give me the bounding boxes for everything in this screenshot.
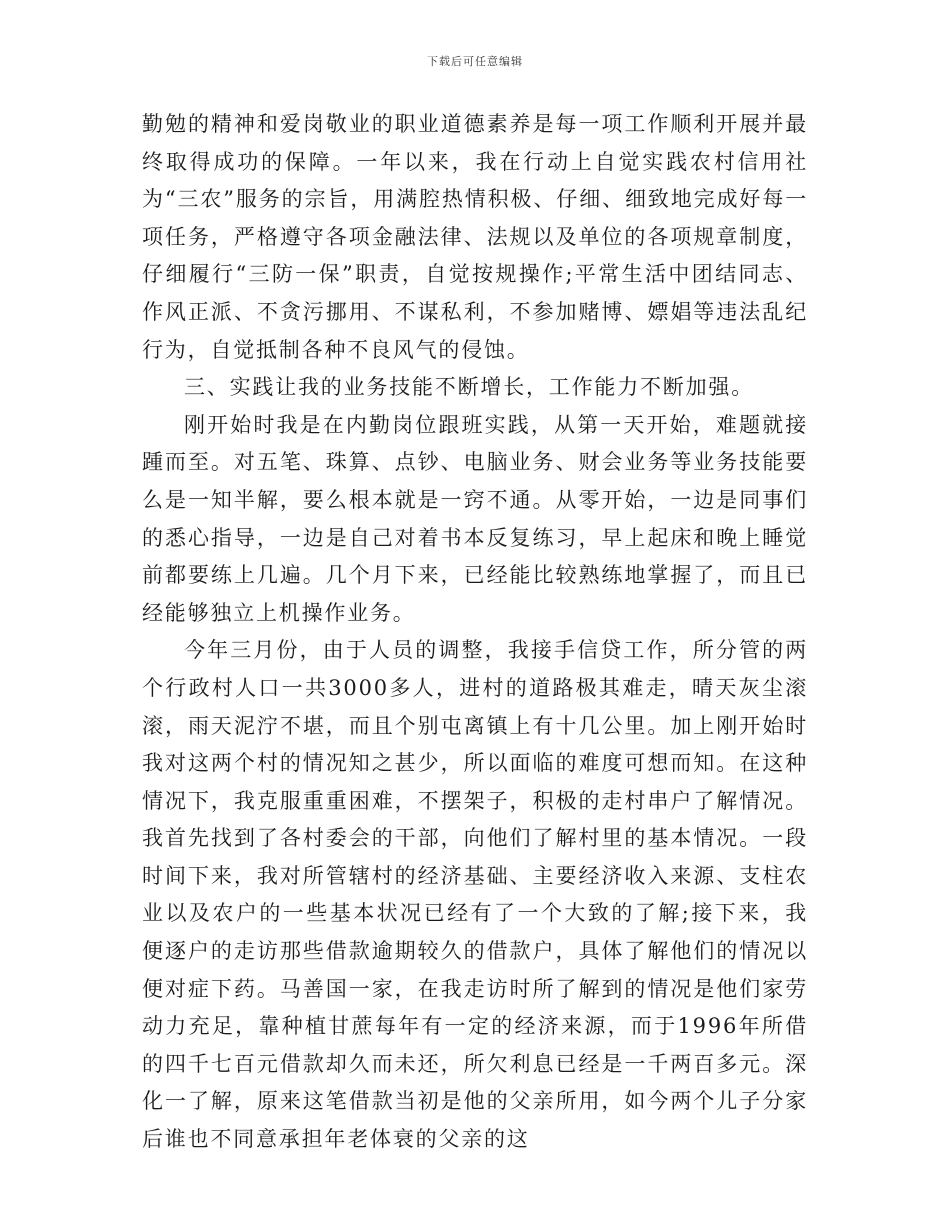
paragraph-3: 今年三月份，由于人员的调整，我接手信贷工作，所分管的两个行政村人口一共3000多人，进村的道路极其难走，晴天灰尘滚滚，雨天泥泞不堪，而且个别屯离镇上有十几公里。加上刚开始时我对这两个村的情况知之甚少，所以面临的难度可想而知。在这种情况下，我克服重重困难，不摆架子，积极的走村串户了解情况。我首先找到了各村委会的干部，向他们了解村里的基本情况。一段时间下来，我对所管辖村的经济基础、主要经济收入来源、支柱农业以及农户的一些基本状况已经有了一个大致的了解;接下来，我便逐户的走访那些借款逾期较久的借款户，具体了解他们的情况以便对症下药。马善国一家，在我走访时所了解到的情况是他们家劳动力充足，靠种植甘蔗每年有一定的经济来源，而于1996年所借的四千七百元借款却久而未还，所欠利息已经是一千两百多元。深化一了解，原来这笔借款当初是他的父亲所用，如今两个儿子分家后谁也不同意承担年老体衰的父亲的这 — [142, 638, 808, 1152]
paragraph-1: 勤勉的精神和爱岗敬业的职业道德素养是每一项工作顺利开展并最终取得成功的保障。一年以来，我在行动上自觉实践农村信用社为“三农”服务的宗旨，用满腔热情积极、仔细、细致地完成好每一项任务，严格遵守各项金融法律、法规以及单位的各项规章制度，仔细履行“三防一保”职责，自觉按规操作;平常生活中团结同志、作风正派、不贪污挪用、不谋私利，不参加赌博、嫖娼等违法乱纪行为，自觉抵制各种不良风气的侵蚀。 — [142, 112, 808, 362]
document-body — [142, 106, 808, 1159]
page-header: 下载后可任意编辑 — [427, 55, 523, 68]
paragraph-2: 刚开始时我是在内勤岗位跟班实践，从第一天开始，难题就接踵而至。对五笔、珠算、点钞、电脑业务、财会业务等业务技能要么是一知半解，要么根本就是一窍不通。从零开始，一边是同事们的悉心指导，一边是自己对着书本反复练习，早上起床和晚上睡觉前都要练上几遍。几个月下来，已经能比较熟练地掌握了，而且已经能够独立上机操作业务。 — [142, 412, 808, 625]
section-heading-3: 三、实践让我的业务技能不断增长，工作能力不断加强。 — [184, 375, 754, 400]
